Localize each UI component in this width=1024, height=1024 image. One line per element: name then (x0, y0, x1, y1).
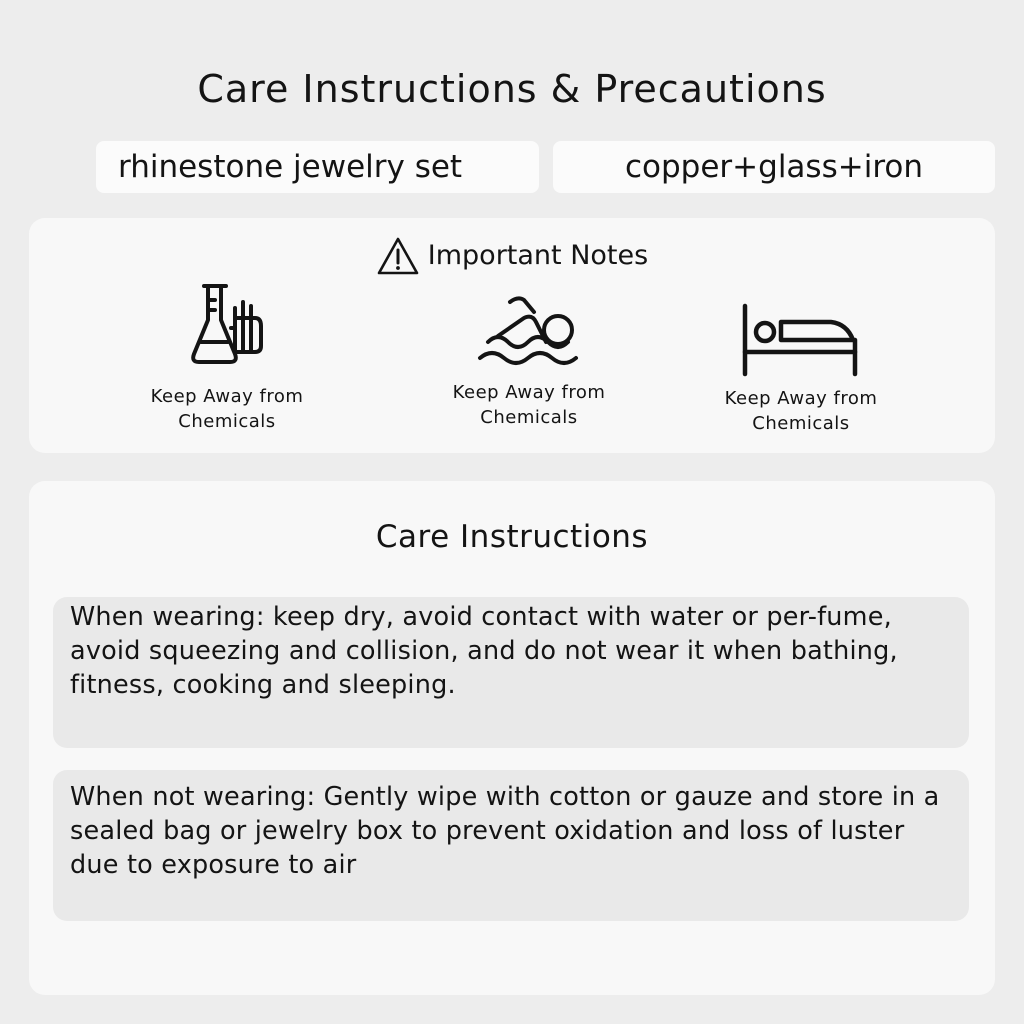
material-tag: copper+glass+iron (553, 141, 995, 193)
care-instructions-heading: Care Instructions (375, 519, 649, 555)
note-label-sleeping: Keep Away from Chemicals (724, 388, 878, 434)
important-notes-heading: Important Notes (427, 240, 649, 271)
swimming-icon (474, 294, 584, 378)
care-instructions-panel (29, 481, 995, 995)
bed-icon (739, 300, 863, 382)
note-label-chemicals: Keep Away from Chemicals (150, 386, 304, 432)
product-tag: rhinestone jewelry set (96, 141, 539, 193)
chemical-flask-icon (177, 280, 277, 380)
note-item-sleeping (681, 300, 921, 436)
note-item-swimming (409, 294, 649, 430)
not-wearing-instructions: When not wearing: Gently wipe with cotton or gauze and store in a sealed bag or jewelry box to prevent oxidation and loss of luster due to exposure to air (53, 770, 969, 921)
important-notes-header (29, 236, 995, 276)
warning-triangle-icon (376, 236, 420, 276)
important-notes-panel (29, 218, 995, 453)
note-label-swimming: Keep Away from Chemicals (452, 382, 606, 428)
wearing-instructions: When wearing: keep dry, avoid contact with water or per-fume, avoid squeezing and collision, and do not wear it when bathing, fitness, cooking and sleeping. (53, 597, 969, 748)
note-item-chemicals (107, 280, 347, 434)
page-title: Care Instructions & Precautions (197, 67, 827, 111)
